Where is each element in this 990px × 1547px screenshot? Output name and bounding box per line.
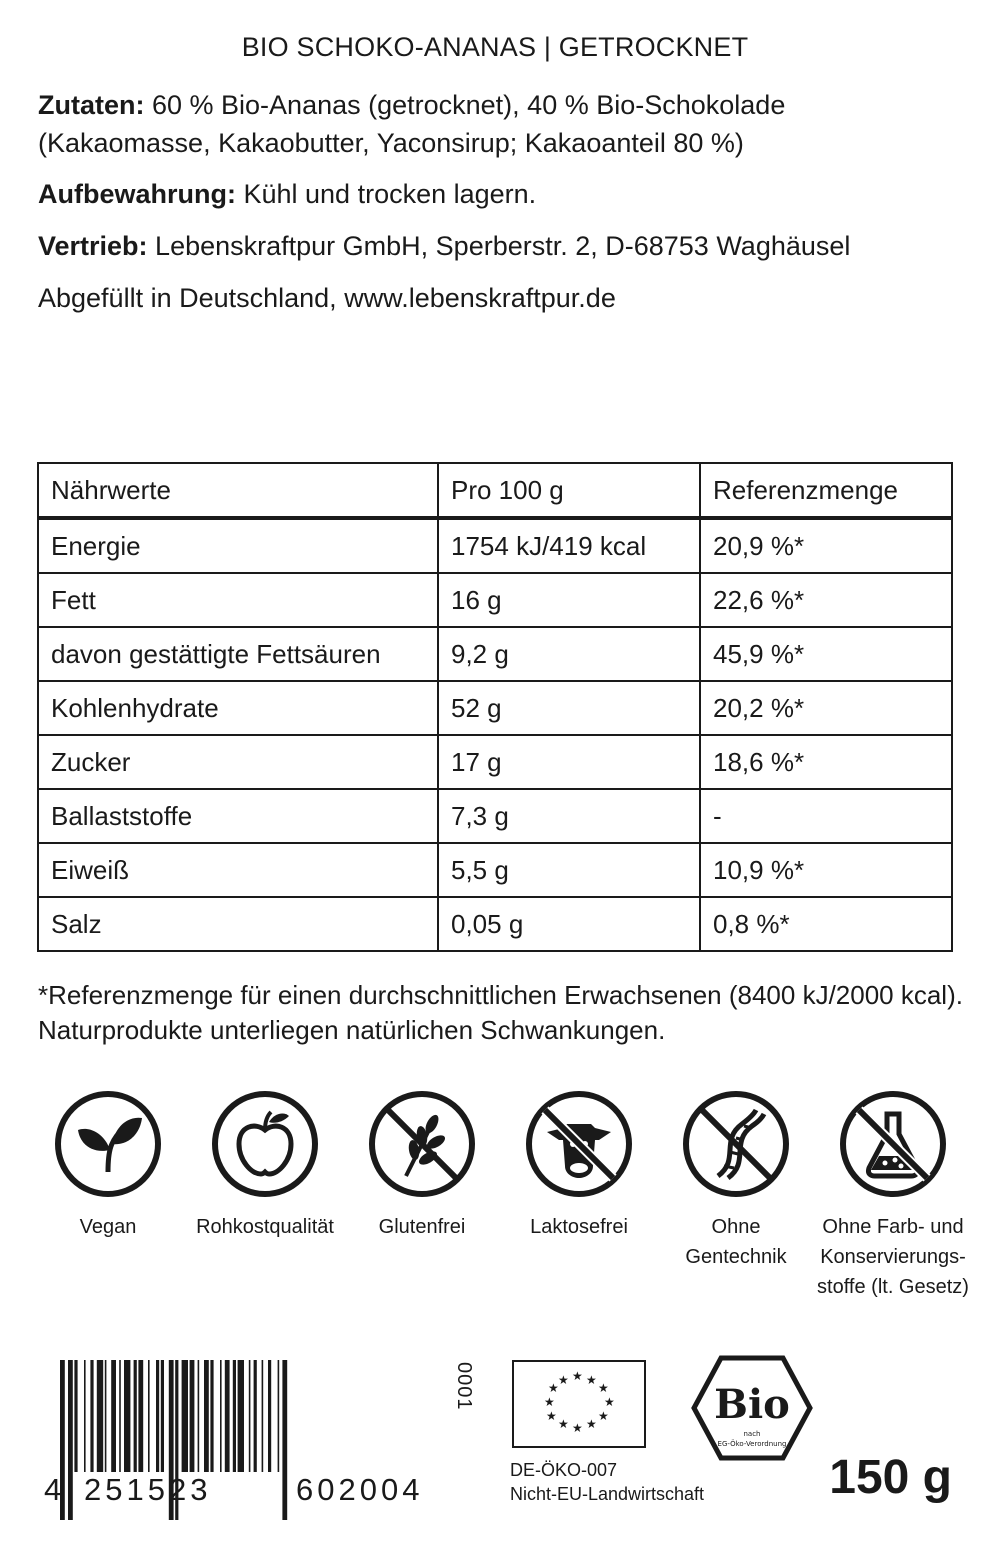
nutrient-name: Salz (38, 897, 438, 951)
bio-logo-sub1: nach (743, 1430, 761, 1438)
barcode-bar (278, 1360, 280, 1472)
svg-text:★: ★ (572, 1421, 583, 1435)
nutrient-name: Ballaststoffe (38, 789, 438, 843)
svg-text:★: ★ (586, 1373, 597, 1387)
reference-value: 22,6 %* (700, 573, 952, 627)
nutrient-name: Kohlenhydrate (38, 681, 438, 735)
eu-organic-logo (512, 1360, 646, 1448)
svg-text:★: ★ (598, 1381, 609, 1395)
table-header-row (38, 463, 952, 518)
storage-text: Kühl und trocken lagern. (235, 179, 537, 209)
ingredients-label: Zutaten: (38, 90, 145, 120)
barcode-bar (90, 1360, 93, 1472)
per-100g-value: 1754 kJ/419 kcal (438, 518, 700, 573)
per-100g-value: 7,3 g (438, 789, 700, 843)
per-100g-value: 17 g (438, 735, 700, 789)
barcode-right-digits: 602004 (296, 1472, 424, 1507)
svg-text:★: ★ (546, 1409, 557, 1423)
barcode-bar (105, 1360, 107, 1472)
eu-code-line2: Nicht-EU-Landwirtschaft (510, 1484, 705, 1504)
distribution-label: Vertrieb: (38, 231, 148, 261)
barcode-bar (182, 1360, 188, 1472)
barcode-bar (249, 1360, 251, 1472)
nutrient-name: Energie (38, 518, 438, 573)
header-cell: Referenzmenge (700, 463, 952, 518)
no-cow-icon (523, 1088, 635, 1200)
table-row (38, 789, 952, 843)
barcode-bar (225, 1360, 230, 1472)
barcode-bar (111, 1360, 116, 1472)
storage-info (38, 175, 958, 213)
barcode-bar (138, 1360, 143, 1472)
reference-value: 18,6 %* (700, 735, 952, 789)
nutrient-name: davon gestättigte Fettsäuren (38, 627, 438, 681)
barcode-bar (268, 1360, 271, 1472)
reference-value: 10,9 %* (700, 843, 952, 897)
barcode-bar (119, 1360, 121, 1472)
ingredients (38, 86, 958, 162)
barcode-bar (220, 1360, 222, 1472)
apple-icon (209, 1088, 321, 1200)
barcode-side-code: 0001 (453, 1362, 475, 1411)
distribution-info (38, 227, 958, 265)
icon-label: Rohkostqualität (196, 1216, 334, 1238)
nutrient-name: Zucker (38, 735, 438, 789)
reference-value: 0,8 %* (700, 897, 952, 951)
svg-text:★: ★ (544, 1395, 555, 1409)
per-100g-value: 52 g (438, 681, 700, 735)
per-100g-value: 5,5 g (438, 843, 700, 897)
leaf-icon (52, 1088, 164, 1200)
nutrient-name: Eiweiß (38, 843, 438, 897)
table-row (38, 518, 952, 573)
table-row (38, 627, 952, 681)
bio-logo-sub2: EG-Öko-Verordnung (717, 1440, 787, 1448)
nutrition-table (37, 462, 953, 952)
eu-leaf-stars-icon (514, 1362, 644, 1446)
svg-text:★: ★ (548, 1381, 559, 1395)
barcode-bar (68, 1360, 73, 1520)
bio-seal-logo (690, 1354, 814, 1462)
table-row (38, 897, 952, 951)
raw-quality-badge (185, 1088, 345, 1242)
barcode-bar (282, 1360, 287, 1520)
barcode-bar (198, 1360, 200, 1472)
attribute-icons (28, 1088, 968, 1318)
distribution-text: Lebenskraftpur GmbH, Sperberstr. 2, D-68753 Waghäusel (147, 231, 851, 261)
no-chemicals-icon (837, 1088, 949, 1200)
reference-value: 20,9 %* (700, 518, 952, 573)
no-dna-icon (680, 1088, 792, 1200)
net-weight: 150 g (829, 1451, 952, 1504)
header-cell: Pro 100 g (438, 463, 700, 518)
barcode-bar (134, 1360, 137, 1472)
svg-text:★: ★ (598, 1409, 609, 1423)
barcode-bar (233, 1360, 236, 1472)
icon-label: Laktosefrei (530, 1216, 628, 1238)
svg-text:★: ★ (558, 1373, 569, 1387)
table-row (38, 681, 952, 735)
barcode-bar (210, 1360, 213, 1472)
product-title: BIO SCHOKO-ANANAS | GETROCKNET (241, 32, 749, 62)
per-100g-value: 9,2 g (438, 627, 700, 681)
no-additives-badge (813, 1088, 973, 1302)
reference-note: *Referenzmenge für einen durchschnittlichen Erwachsenen (8400 kJ/2000 kcal). Naturprodukte unterliegen natürlichen Schwankungen. (38, 980, 963, 1045)
no-wheat-icon (366, 1088, 478, 1200)
filled-in-info: Abgefüllt in Deutschland, www.lebenskraftpur.de (38, 283, 616, 313)
svg-text:★: ★ (572, 1369, 583, 1383)
reference-value: 20,2 %* (700, 681, 952, 735)
ingredients-text: 60 % Bio-Ananas (getrocknet), 40 % Bio-Schokolade (Kakaomasse, Kakaobutter, Yaconsirup; Kakaoanteil 80 %) (38, 90, 786, 158)
barcode-bar (97, 1360, 103, 1472)
barcode-bar (84, 1360, 86, 1472)
header-cell: Nährwerte (38, 463, 438, 518)
gluten-free-badge (342, 1088, 502, 1242)
per-100g-value: 0,05 g (438, 897, 700, 951)
svg-text:★: ★ (586, 1417, 597, 1431)
table-row (38, 843, 952, 897)
barcode-bar (254, 1360, 257, 1472)
barcode-bar (124, 1360, 130, 1472)
nutrient-name: Fett (38, 573, 438, 627)
storage-label: Aufbewahrung: (38, 179, 236, 209)
barcode-bar (262, 1360, 264, 1472)
table-row (38, 735, 952, 789)
svg-text:★: ★ (604, 1395, 615, 1409)
barcode-first-digit: 4 (44, 1472, 62, 1507)
barcode-bar (74, 1360, 77, 1472)
barcode-bar (204, 1360, 209, 1472)
barcode-left-digits: 251523 (84, 1472, 212, 1507)
icon-label: Ohne Farb- und Konservierungs- stoffe (lt. Gesetz) (817, 1216, 969, 1298)
vegan-badge (28, 1088, 188, 1242)
bio-logo-text: Bio (714, 1381, 790, 1428)
reference-value: - (700, 789, 952, 843)
table-row (38, 573, 952, 627)
eu-code-line1: DE-ÖKO-007 (510, 1460, 618, 1480)
barcode-bar (161, 1360, 164, 1472)
no-gmo-badge (656, 1088, 816, 1272)
icon-label: Ohne Gentechnik (685, 1216, 787, 1268)
svg-text:★: ★ (558, 1417, 569, 1431)
icon-label: Glutenfrei (378, 1216, 466, 1238)
per-100g-value: 16 g (438, 573, 700, 627)
barcode-bar (148, 1360, 150, 1472)
reference-value: 45,9 %* (700, 627, 952, 681)
barcode-bar (156, 1360, 159, 1472)
barcode-bar (190, 1360, 195, 1472)
icon-label: Vegan (79, 1216, 137, 1238)
barcode-bar (238, 1360, 244, 1472)
lactose-free-badge (499, 1088, 659, 1242)
eu-code (510, 1458, 704, 1506)
